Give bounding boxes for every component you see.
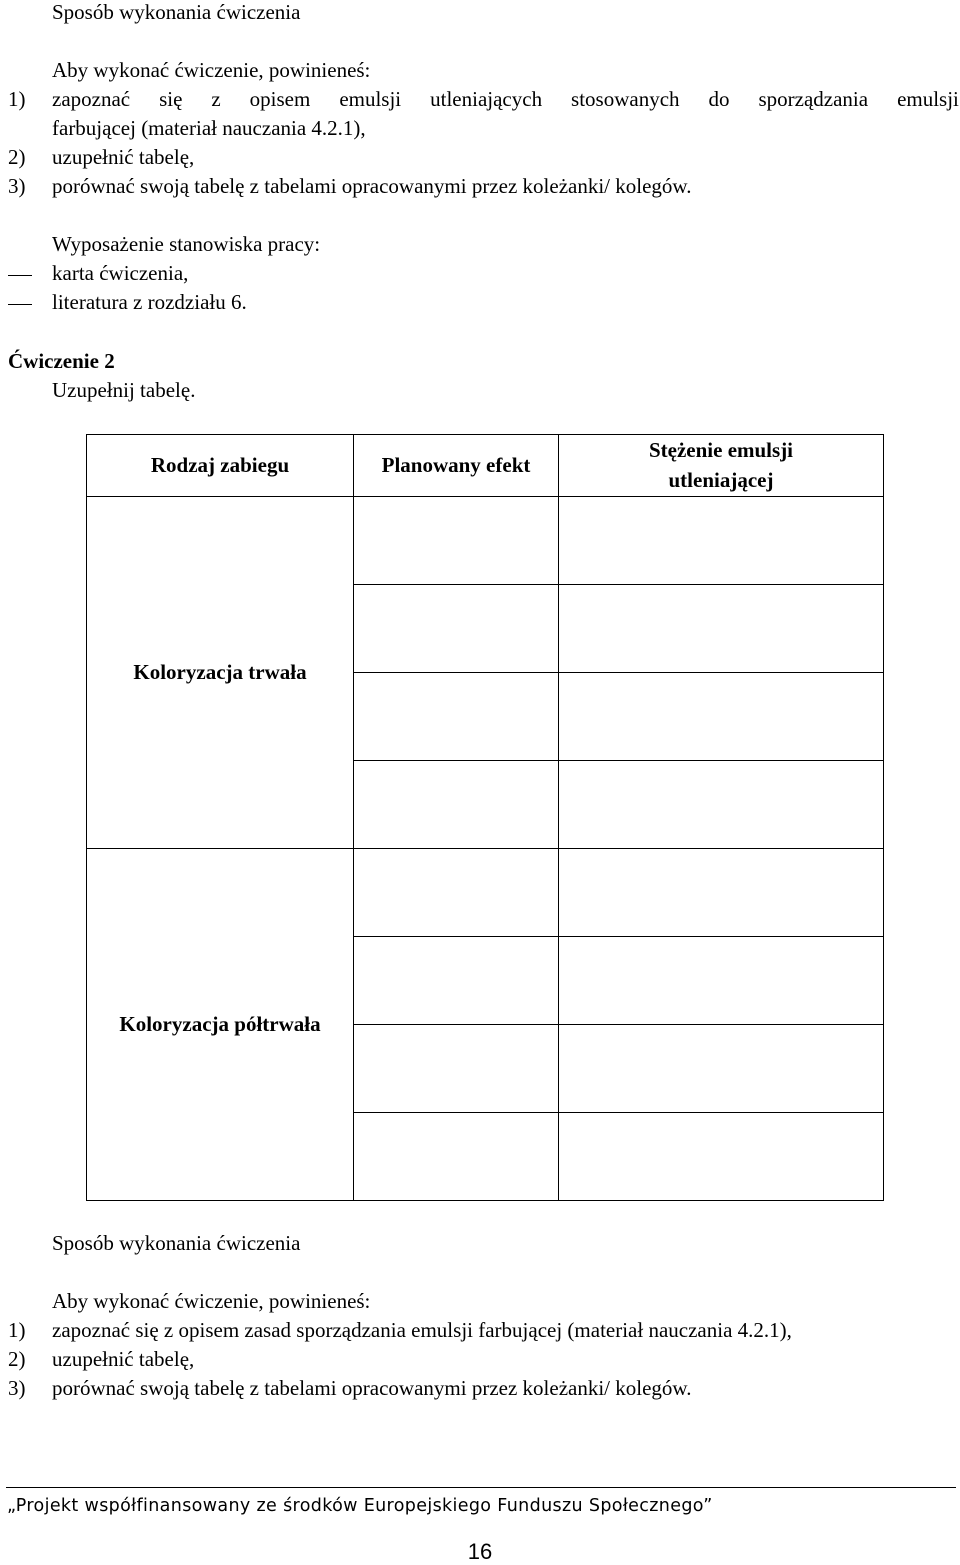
table-cell[interactable]	[559, 496, 884, 584]
equipment-title: Wyposażenie stanowiska pracy:	[52, 232, 321, 256]
step-text	[52, 89, 959, 110]
table-cell[interactable]	[559, 848, 884, 936]
step-word: emulsji	[339, 87, 402, 111]
step-number: 3)	[8, 1376, 26, 1400]
step-word: stosowanych	[571, 87, 680, 111]
step-number: 1)	[8, 87, 26, 111]
exercise-table	[86, 434, 884, 1201]
table-cell[interactable]	[559, 936, 884, 1024]
table-cell[interactable]	[354, 584, 559, 672]
step-word: opisem	[249, 87, 311, 111]
table-cell[interactable]	[559, 672, 884, 760]
section-heading: Sposób wykonania ćwiczenia	[52, 0, 301, 24]
table-cell[interactable]	[559, 1024, 884, 1112]
table-header: Planowany efekt	[354, 435, 559, 497]
step-word: utleniających	[430, 87, 543, 111]
equipment-item: literatura z rozdziału 6.	[52, 290, 247, 314]
dash-bullet-icon	[8, 304, 32, 305]
exercise-instruction: Uzupełnij tabelę.	[52, 378, 196, 402]
step-number: 2)	[8, 145, 26, 169]
step-word: zapoznać	[52, 87, 131, 111]
step-word: się	[159, 87, 183, 111]
table-cell[interactable]	[354, 760, 559, 848]
table-cell[interactable]	[559, 760, 884, 848]
section-intro: Aby wykonać ćwiczenie, powinieneś:	[52, 58, 371, 82]
table-cell[interactable]	[354, 848, 559, 936]
step-word: emulsji	[897, 87, 959, 111]
table-cell[interactable]	[354, 1024, 559, 1112]
table-cell[interactable]	[559, 584, 884, 672]
table-cell[interactable]	[354, 1112, 559, 1200]
exercise-title: Ćwiczenie 2	[8, 349, 115, 373]
table-header: Rodzaj zabiegu	[87, 435, 354, 497]
table-cell[interactable]	[559, 1112, 884, 1200]
step-text: zapoznać się z opisem zasad sporządzania emulsji farbującej (materiał nauczania 4.2.1),	[52, 1318, 792, 1342]
equipment-item: karta ćwiczenia,	[52, 261, 189, 285]
table-cell[interactable]	[354, 672, 559, 760]
step-text: porównać swoją tabelę z tabelami opracowanymi przez koleżanki/ kolegów.	[52, 1376, 692, 1400]
step-number: 2)	[8, 1347, 26, 1371]
table-cell[interactable]	[354, 496, 559, 584]
step-word: do	[708, 87, 730, 111]
step-text-continued: farbującej (materiał nauczania 4.2.1),	[52, 116, 366, 140]
step-text: porównać swoją tabelę z tabelami opracowanymi przez koleżanki/ kolegów.	[52, 174, 692, 198]
section-intro: Aby wykonać ćwiczenie, powinieneś:	[52, 1289, 371, 1313]
section-heading: Sposób wykonania ćwiczenia	[52, 1231, 301, 1255]
table-row-label: Koloryzacja półtrwała	[87, 848, 354, 1200]
footer-text: „Projekt współfinansowany ze środków Europejskiego Funduszu Społecznego”	[7, 1496, 713, 1516]
footer-divider	[6, 1487, 956, 1488]
step-number: 1)	[8, 1318, 26, 1342]
table-row-label: Koloryzacja trwała	[87, 496, 354, 848]
step-number: 3)	[8, 174, 26, 198]
step-text: uzupełnić tabelę,	[52, 145, 195, 169]
table-header: Stężenie emulsji utleniającej	[559, 435, 884, 497]
page-number: 16	[467, 1539, 493, 1564]
step-word: z	[211, 87, 221, 111]
step-word: sporządzania	[758, 87, 869, 111]
table-cell[interactable]	[354, 936, 559, 1024]
step-text: uzupełnić tabelę,	[52, 1347, 195, 1371]
dash-bullet-icon	[8, 275, 32, 276]
